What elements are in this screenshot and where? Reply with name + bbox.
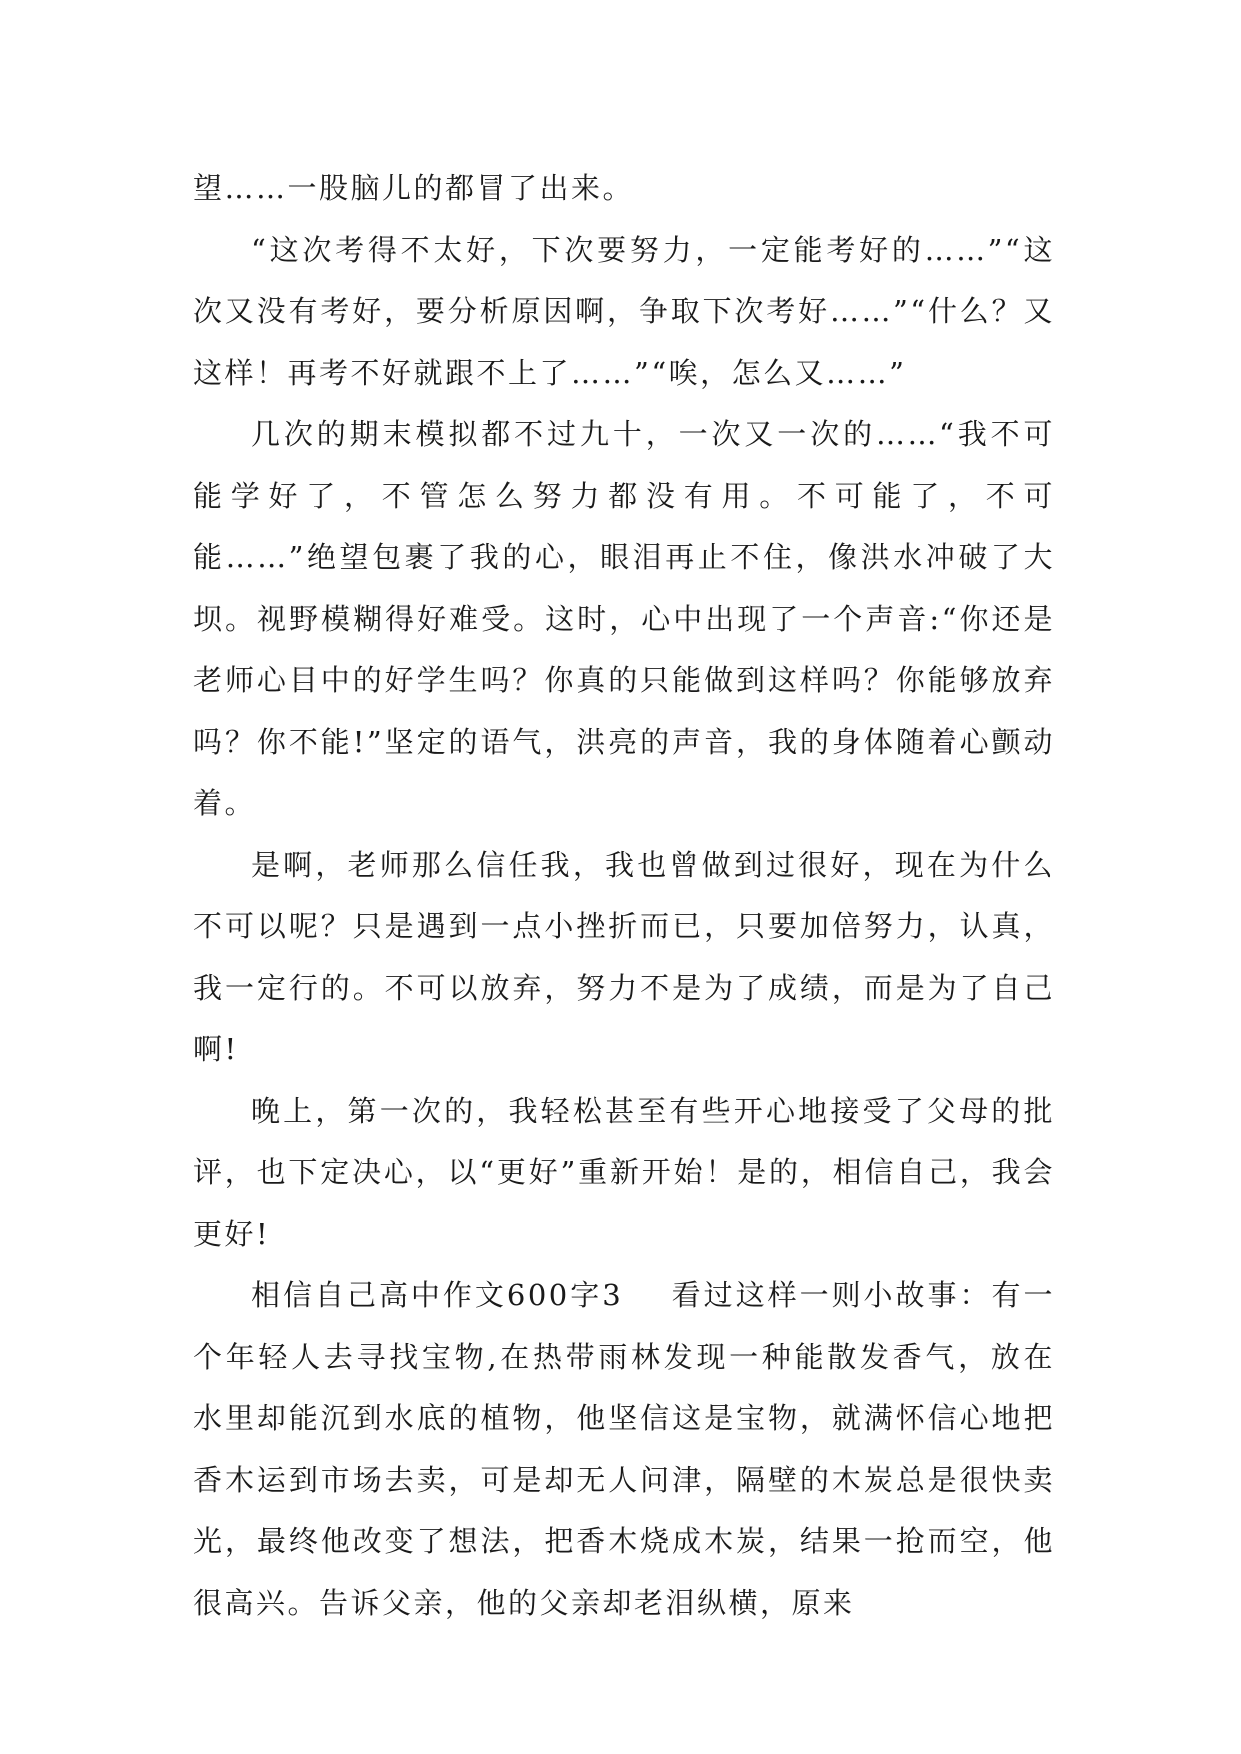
paragraph-2: “这次考得不太好，下次要努力，一定能考好的……”“这次又没有考好，要分析原因啊，争取下次考好……”“什么？又这样！再考不好就跟不上了……”“唉，怎么又……” bbox=[193, 232, 1055, 390]
paragraph-5: 晚上，第一次的，我轻松甚至有些开心地接受了父母的批评，也下定决心，以“更好”重新开始！是的，相信自己，我会更好! bbox=[193, 1093, 1055, 1251]
document-body bbox=[193, 158, 1055, 1634]
paragraph-6-text: 看过这样一则小故事：有一个年轻人去寻找宝物,在热带雨林发现一种能散发香气，放在水里却能沉到水底的植物，他坚信这是宝物，就满怀信心地把香木运到市场去卖，可是却无人问津，隔壁的木炭总是很快卖光，最终他改变了想法，把香木烧成木炭，结果一抢而空，他很高兴。告诉父亲，他的父亲却老泪纵横，原来 bbox=[193, 1278, 1055, 1620]
paragraph-4: 是啊，老师那么信任我，我也曾做到过很好，现在为什么不可以呢？只是遇到一点小挫折而已，只要加倍努力，认真，我一定行的。不可以放弃，努力不是为了成绩，而是为了自己啊! bbox=[193, 847, 1055, 1066]
paragraph-3: 几次的期末模拟都不过九十，一次又一次的……“我不可能学好了，不管怎么努力都没有用。不可能了，不可能……”绝望包裹了我的心，眼泪再止不住，像洪水冲破了大坝。视野模糊得好难受。这时，心中出现了一个声音:“你还是老师心目中的好学生吗？你真的只能做到这样吗？你能够放弃吗？你不能!”坚定的语气，洪亮的声音，我的身体随着心颤动着。 bbox=[193, 417, 1055, 820]
paragraph-1: 望……一股脑儿的都冒了出来。 bbox=[193, 171, 635, 205]
paragraph-6 bbox=[193, 1265, 1055, 1634]
essay-title: 相信自己高中作文600字3 bbox=[251, 1278, 624, 1312]
